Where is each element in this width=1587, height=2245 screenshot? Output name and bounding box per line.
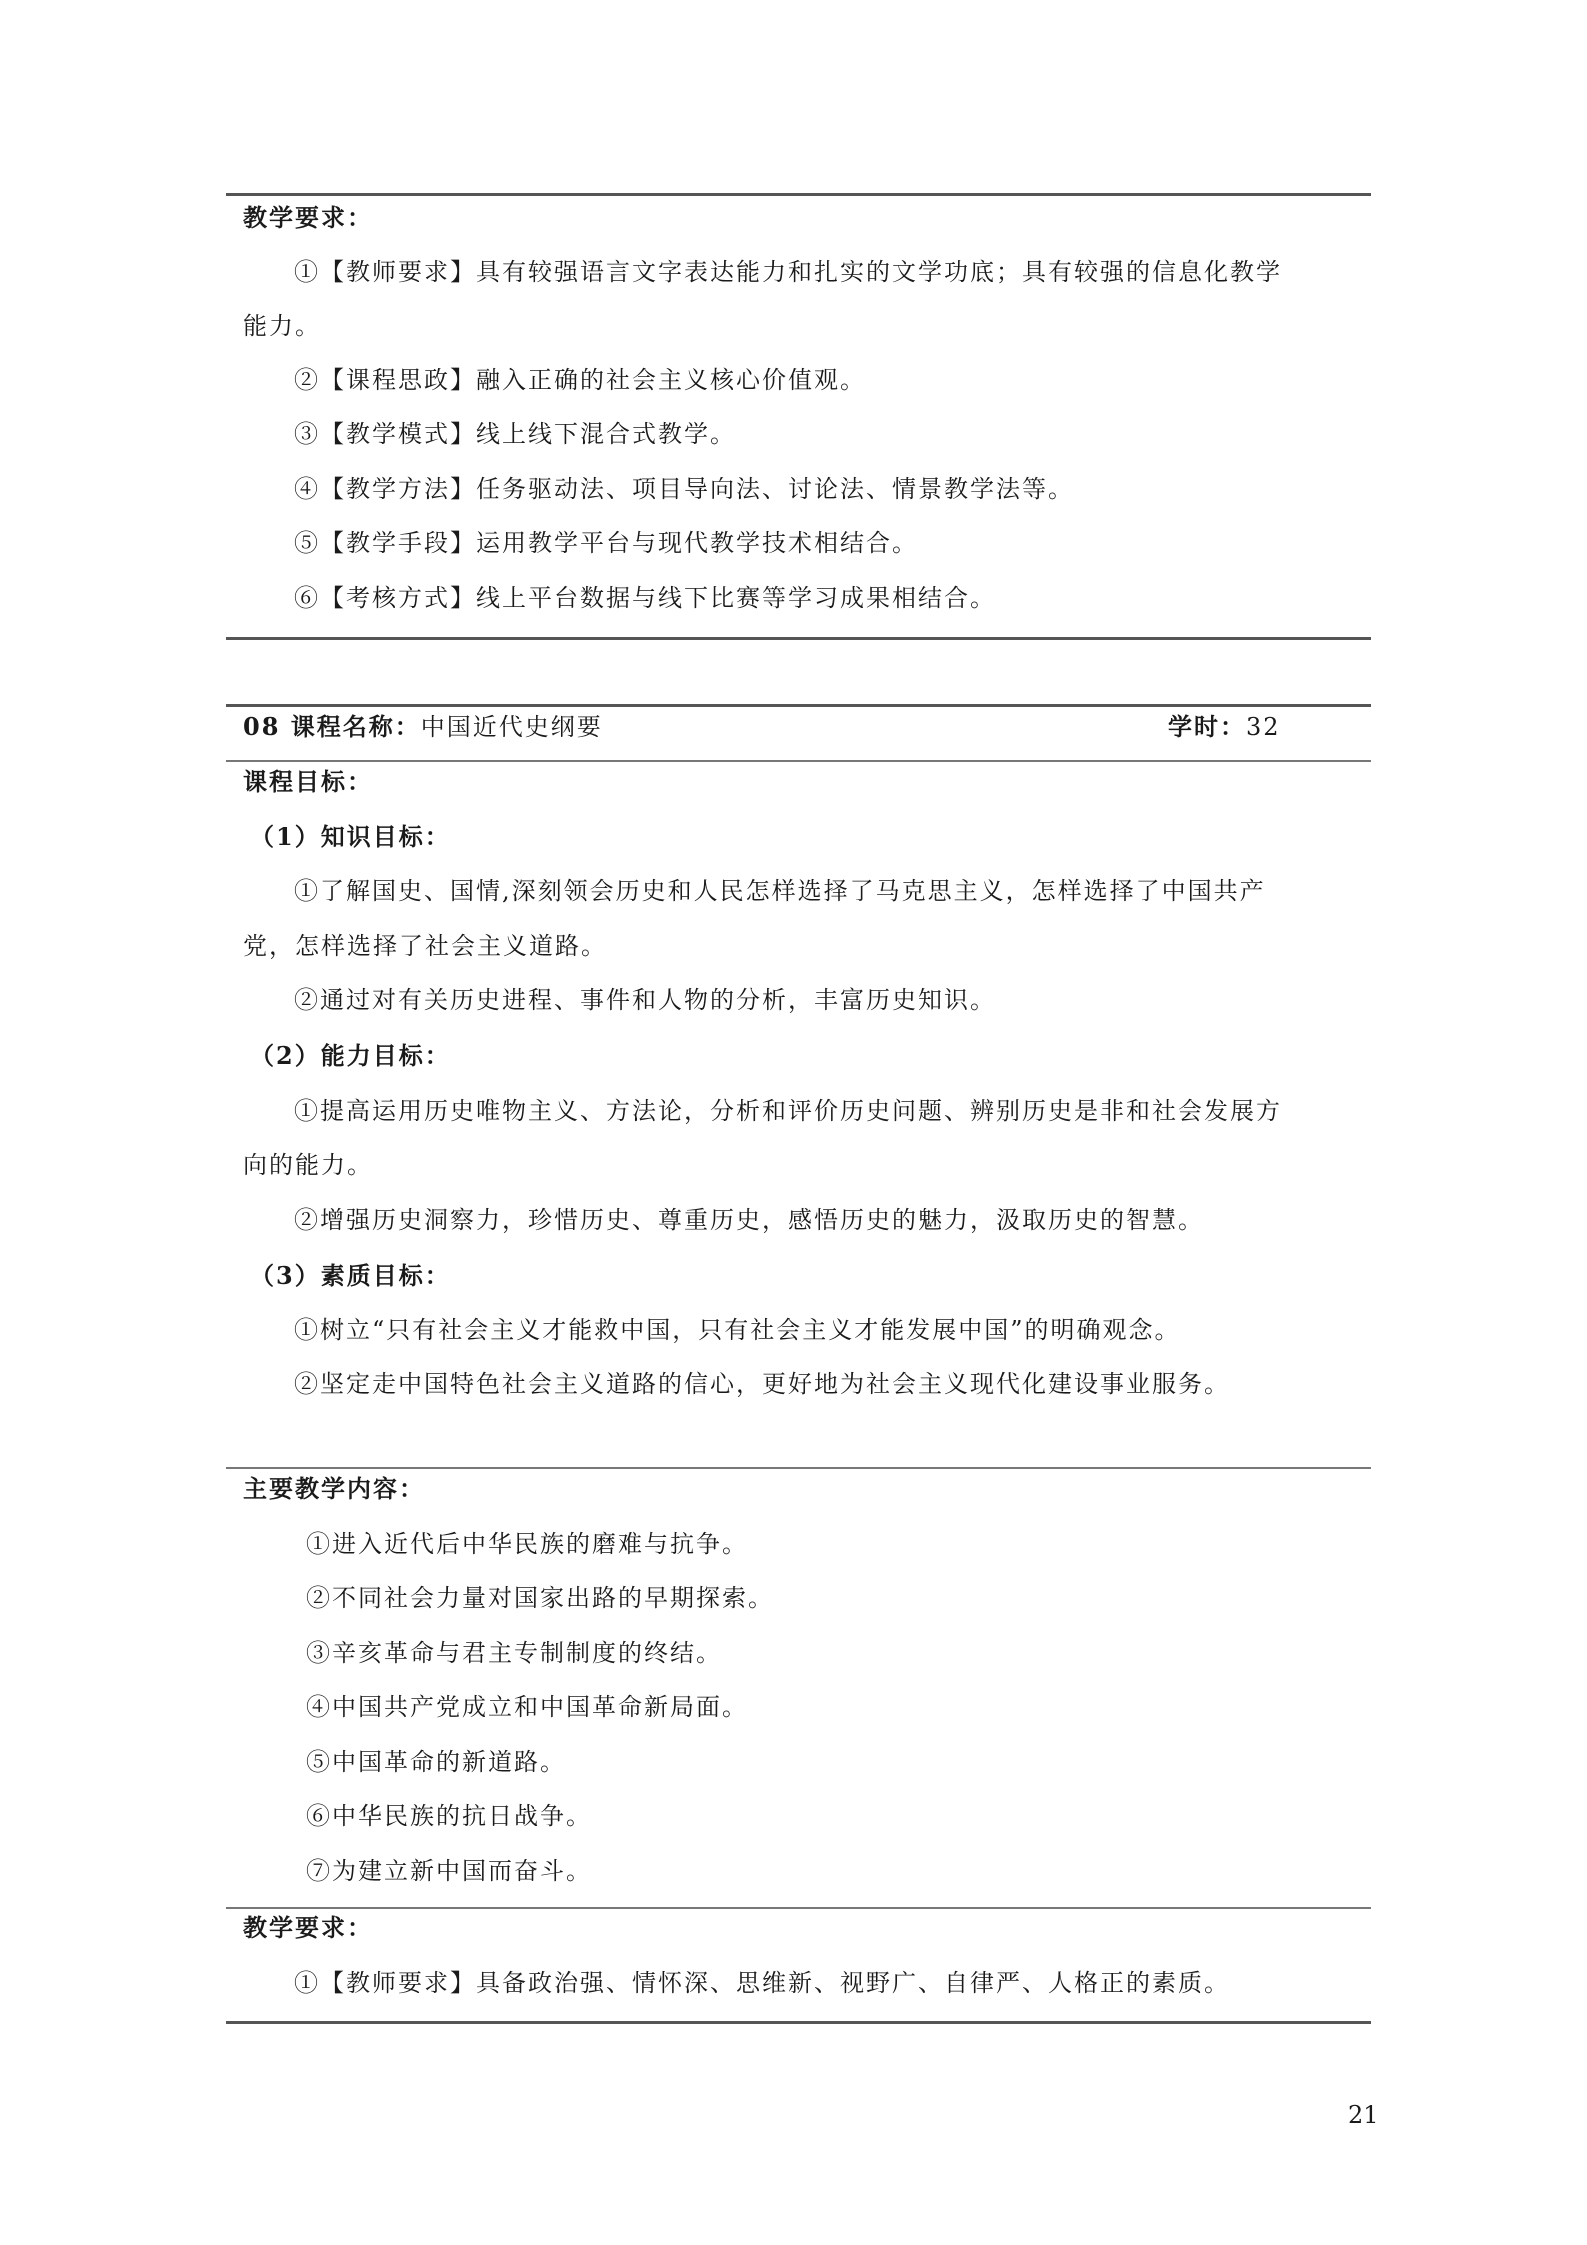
section1-item-1-cont: 能力。	[243, 312, 321, 340]
content-item-3: ③辛亥革命与君主专制制度的终结。	[306, 1639, 722, 1667]
ability-item-1: ①提高运用历史唯物主义、方法论，分析和评价历史问题、辨别历史是非和社会发展方	[294, 1097, 1282, 1125]
quality-item-2: ②坚定走中国特色社会主义道路的信心，更好地为社会主义现代化建设事业服务。	[294, 1370, 1230, 1398]
course-hours-label: 学时：	[1168, 712, 1246, 741]
content-item-4: ④中国共产党成立和中国革命新局面。	[306, 1693, 748, 1721]
course-top-rule	[226, 704, 1371, 707]
knowledge-item-1-cont: 党，怎样选择了社会主义道路。	[243, 932, 607, 960]
section1-item-1: ①【教师要求】具有较强语言文字表达能力和扎实的文学功底；具有较强的信息化教学	[294, 258, 1282, 286]
ability-label: （2）能力目标：	[250, 1041, 451, 1070]
section1-item-6: ⑥【考核方式】线上平台数据与线下比赛等学习成果相结合。	[294, 584, 996, 612]
quality-item-1: ①树立“只有社会主义才能救中国，只有社会主义才能发展中国”的明确观念。	[294, 1316, 1181, 1344]
ability-item-2: ②增强历史洞察力，珍惜历史、尊重历史，感悟历史的魅力，汲取历史的智慧。	[294, 1206, 1204, 1234]
course-hours-row	[1168, 710, 1281, 744]
section1-bottom-rule	[226, 637, 1371, 640]
content-item-2: ②不同社会力量对国家出路的早期探索。	[306, 1584, 774, 1612]
content-item-5: ⑤中国革命的新道路。	[306, 1748, 566, 1776]
content-label: 主要教学内容：	[243, 1474, 425, 1503]
page-number: 21	[1348, 2101, 1379, 2129]
content-item-6: ⑥中华民族的抗日战争。	[306, 1802, 592, 1830]
content-top-rule	[226, 1467, 1371, 1469]
section2-label: 教学要求：	[243, 1913, 373, 1942]
course-number-label: 08 课程名称：	[243, 712, 421, 741]
section1-top-rule	[226, 193, 1371, 196]
content-item-1: ①进入近代后中华民族的磨难与抗争。	[306, 1530, 748, 1558]
course-name: 中国近代史纲要	[420, 713, 603, 741]
course-title-row	[243, 710, 603, 744]
section2-item-1: ①【教师要求】具备政治强、情怀深、思维新、视野广、自律严、人格正的素质。	[294, 1969, 1230, 1997]
section1-item-2: ②【课程思政】融入正确的社会主义核心价值观。	[294, 366, 866, 394]
section1-item-4: ④【教学方法】任务驱动法、项目导向法、讨论法、情景教学法等。	[294, 475, 1074, 503]
knowledge-item-1: ①了解国史、国情,深刻领会历史和人民怎样选择了马克思主义，怎样选择了中国共产	[294, 877, 1266, 905]
objectives-label: 课程目标：	[243, 767, 373, 796]
section1-label: 教学要求：	[243, 203, 373, 232]
quality-label: （3）素质目标：	[250, 1261, 451, 1290]
course-hours-value: 32	[1246, 713, 1281, 741]
ability-item-1-cont: 向的能力。	[243, 1151, 373, 1179]
section2-top-rule	[226, 1907, 1371, 1909]
knowledge-item-2: ②通过对有关历史进程、事件和人物的分析，丰富历史知识。	[294, 986, 996, 1014]
course-header-rule	[226, 760, 1371, 762]
section1-item-3: ③【教学模式】线上线下混合式教学。	[294, 420, 736, 448]
knowledge-label: （1）知识目标：	[250, 822, 451, 851]
content-item-7: ⑦为建立新中国而奋斗。	[306, 1857, 592, 1885]
section1-item-5: ⑤【教学手段】运用教学平台与现代教学技术相结合。	[294, 529, 918, 557]
section2-bottom-rule	[226, 2021, 1371, 2024]
